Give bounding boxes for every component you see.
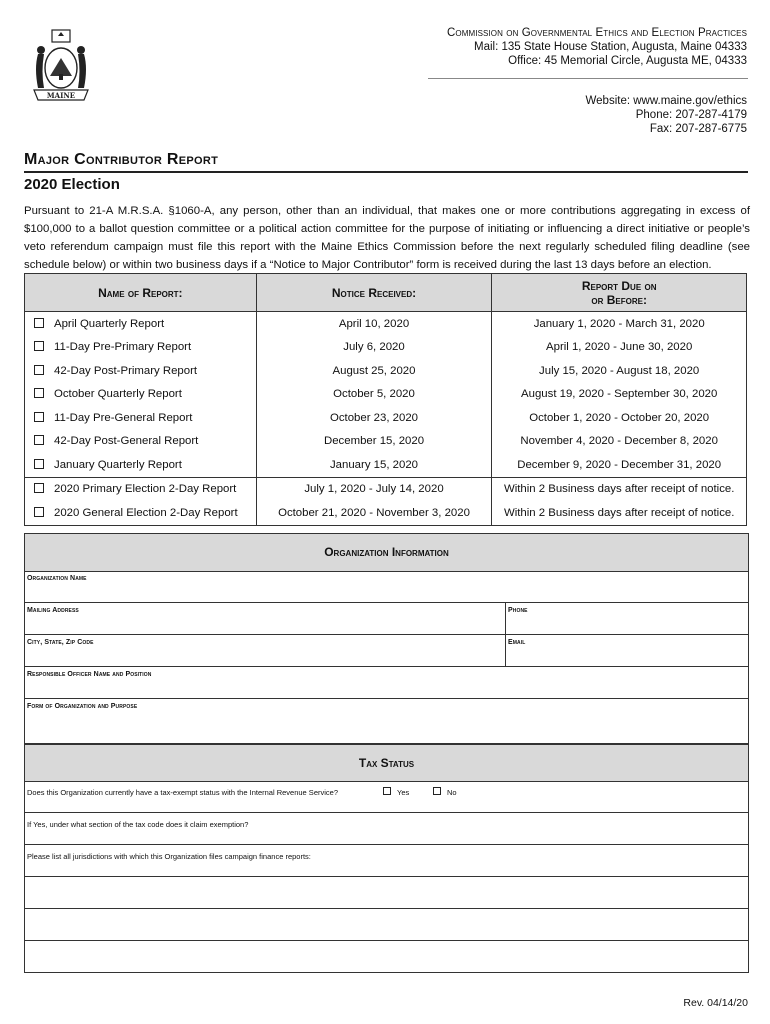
report-name: 11-Day Pre-General Report — [54, 411, 193, 424]
no-checkbox[interactable] — [433, 787, 441, 795]
report-checkbox[interactable] — [34, 483, 44, 493]
notice-received-cell: October 21, 2020 - November 3, 2020 — [256, 501, 492, 525]
report-name-cell — [25, 359, 257, 383]
report-checkbox[interactable] — [34, 435, 44, 445]
schedule-row — [25, 383, 747, 407]
col-header-due-line1: Report Due on — [581, 278, 657, 293]
report-checkbox[interactable] — [34, 318, 44, 328]
responsible-officer-label: Responsible Officer Name and Position — [27, 671, 152, 678]
tax-code-section-label: If Yes, under what section of the tax code does it claim exemption? — [27, 820, 249, 829]
due-date-cell: December 9, 2020 - December 31, 2020 — [492, 453, 747, 477]
header-divider — [428, 78, 748, 79]
report-checkbox[interactable] — [34, 341, 44, 351]
city-state-zip-row — [24, 635, 749, 667]
page-title: Major Contributor Report — [24, 151, 219, 168]
report-name: 42-Day Post-Primary Report — [54, 364, 198, 377]
notice-received-cell: April 10, 2020 — [256, 312, 492, 336]
intro-paragraph: Pursuant to 21-A M.R.S.A. §1060-A, any person, other than an individual, that makes one or more contributions aggregating in excess of $100,000 to a ballot question committee or a political action committee for the purpose of initiating or influencing a direct initiative or people’s veto referendum campaign must file this report with the Maine Ethics Commission before the next regularly scheduled filing deadline (see schedule below) or within two business days if a “Notice to Major Contributor” form is received during the last 13 days before an election. — [24, 205, 750, 271]
notice-received-cell: October 23, 2020 — [256, 406, 492, 430]
due-date-cell: October 1, 2020 - October 20, 2020 — [492, 406, 747, 430]
report-name-cell — [25, 501, 257, 525]
jurisdictions-line-3[interactable] — [24, 909, 749, 941]
page-subtitle: 2020 Election — [24, 176, 120, 193]
due-date-cell: January 1, 2020 - March 31, 2020 — [492, 312, 747, 336]
website: Website: www.maine.gov/ethics — [585, 95, 747, 107]
report-checkbox[interactable] — [34, 365, 44, 375]
schedule-row — [25, 501, 747, 525]
schedule-row — [25, 406, 747, 430]
report-name-cell — [25, 477, 257, 501]
schedule-row — [25, 359, 747, 383]
yes-label: Yes — [397, 788, 410, 797]
mailing-address-row — [24, 603, 749, 635]
office-address: Office: 45 Memorial Circle, Augusta ME, 04333 — [508, 55, 747, 67]
city-state-zip-label: City, State, Zip Code — [27, 639, 94, 646]
due-date-cell: Within 2 Business days after receipt of notice. — [492, 477, 747, 501]
revision-date: Rev. 04/14/20 — [683, 997, 748, 1009]
responsible-officer-field[interactable] — [24, 667, 749, 699]
notice-received-cell: July 6, 2020 — [256, 336, 492, 360]
agency-title: Commission on Governmental Ethics and Election Practices — [446, 27, 747, 39]
due-date-cell: November 4, 2020 - December 8, 2020 — [492, 430, 747, 454]
report-name: April Quarterly Report — [54, 317, 165, 330]
notice-received-cell: July 1, 2020 - July 14, 2020 — [256, 477, 492, 501]
row-divider — [505, 635, 506, 666]
report-checkbox[interactable] — [34, 388, 44, 398]
schedule-row — [25, 477, 747, 501]
tax-code-section-field[interactable] — [24, 813, 749, 845]
seal-text: MAINE — [46, 91, 76, 100]
notice-received-cell: January 15, 2020 — [256, 453, 492, 477]
notice-received-cell: December 15, 2020 — [256, 430, 492, 454]
jurisdictions-field[interactable] — [24, 845, 749, 877]
due-date-cell: July 15, 2020 - August 18, 2020 — [492, 359, 747, 383]
report-name: 2020 General Election 2-Day Report — [54, 506, 238, 519]
yes-option[interactable] — [383, 787, 409, 797]
tax-status-heading: Tax Status — [24, 744, 749, 782]
report-schedule-table — [24, 273, 747, 526]
no-option[interactable] — [433, 787, 457, 797]
due-date-cell: August 19, 2020 - September 30, 2020 — [492, 383, 747, 407]
notice-received-cell: August 25, 2020 — [256, 359, 492, 383]
report-checkbox[interactable] — [34, 459, 44, 469]
row-divider — [505, 603, 506, 634]
org-name-label: Organization Name — [27, 575, 87, 582]
tax-exempt-row — [24, 781, 749, 813]
no-label: No — [447, 788, 457, 797]
report-name: 2020 Primary Election 2-Day Report — [54, 483, 237, 496]
fax-number: Fax: 207-287-6775 — [649, 123, 747, 135]
due-date-cell: April 1, 2020 - June 30, 2020 — [492, 336, 747, 360]
yes-checkbox[interactable] — [383, 787, 391, 795]
state-seal-logo — [26, 28, 96, 106]
phone-number: Phone: 207-287-4179 — [635, 109, 747, 121]
report-name-cell — [25, 453, 257, 477]
form-of-organization-field[interactable] — [24, 699, 749, 744]
report-checkbox[interactable] — [34, 412, 44, 422]
col-header-due — [492, 274, 747, 312]
form-of-organization-label: Form of Organization and Purpose — [27, 703, 138, 710]
report-name: October Quarterly Report — [54, 388, 182, 401]
mail-address: Mail: 135 State House Station, Augusta, Maine 04333 — [474, 41, 747, 53]
report-name-cell — [25, 430, 257, 454]
report-name-cell — [25, 406, 257, 430]
report-name-cell — [25, 383, 257, 407]
schedule-row — [25, 312, 747, 336]
report-name-cell — [25, 312, 257, 336]
phone-label: Phone — [508, 607, 528, 614]
col-header-notice: Notice Received: — [256, 274, 492, 312]
email-label: Email — [508, 639, 526, 646]
schedule-row — [25, 430, 747, 454]
col-header-due-line2: or Before: — [591, 292, 647, 307]
tax-exempt-question: Does this Organization currently have a tax-exempt status with the Internal Revenue Service? — [27, 788, 338, 797]
notice-received-cell: October 5, 2020 — [256, 383, 492, 407]
schedule-row — [25, 336, 747, 360]
schedule-row — [25, 453, 747, 477]
report-name: 42-Day Post-General Report — [54, 435, 199, 448]
report-name-cell — [25, 336, 257, 360]
report-checkbox[interactable] — [34, 507, 44, 517]
due-date-cell: Within 2 Business days after receipt of notice. — [492, 501, 747, 525]
jurisdictions-line-2[interactable] — [24, 877, 749, 909]
org-name-field[interactable] — [24, 571, 749, 603]
col-header-name: Name of Report: — [25, 274, 257, 312]
title-rule — [24, 171, 748, 173]
jurisdictions-line-4[interactable] — [24, 941, 749, 973]
report-name: 11-Day Pre-Primary Report — [54, 341, 192, 354]
org-info-heading: Organization Information — [24, 533, 749, 572]
jurisdictions-label: Please list all jurisdictions with which this Organization files campaign finance reports: — [27, 852, 311, 861]
mailing-address-label: Mailing Address — [27, 607, 79, 614]
report-name: January Quarterly Report — [54, 458, 182, 471]
